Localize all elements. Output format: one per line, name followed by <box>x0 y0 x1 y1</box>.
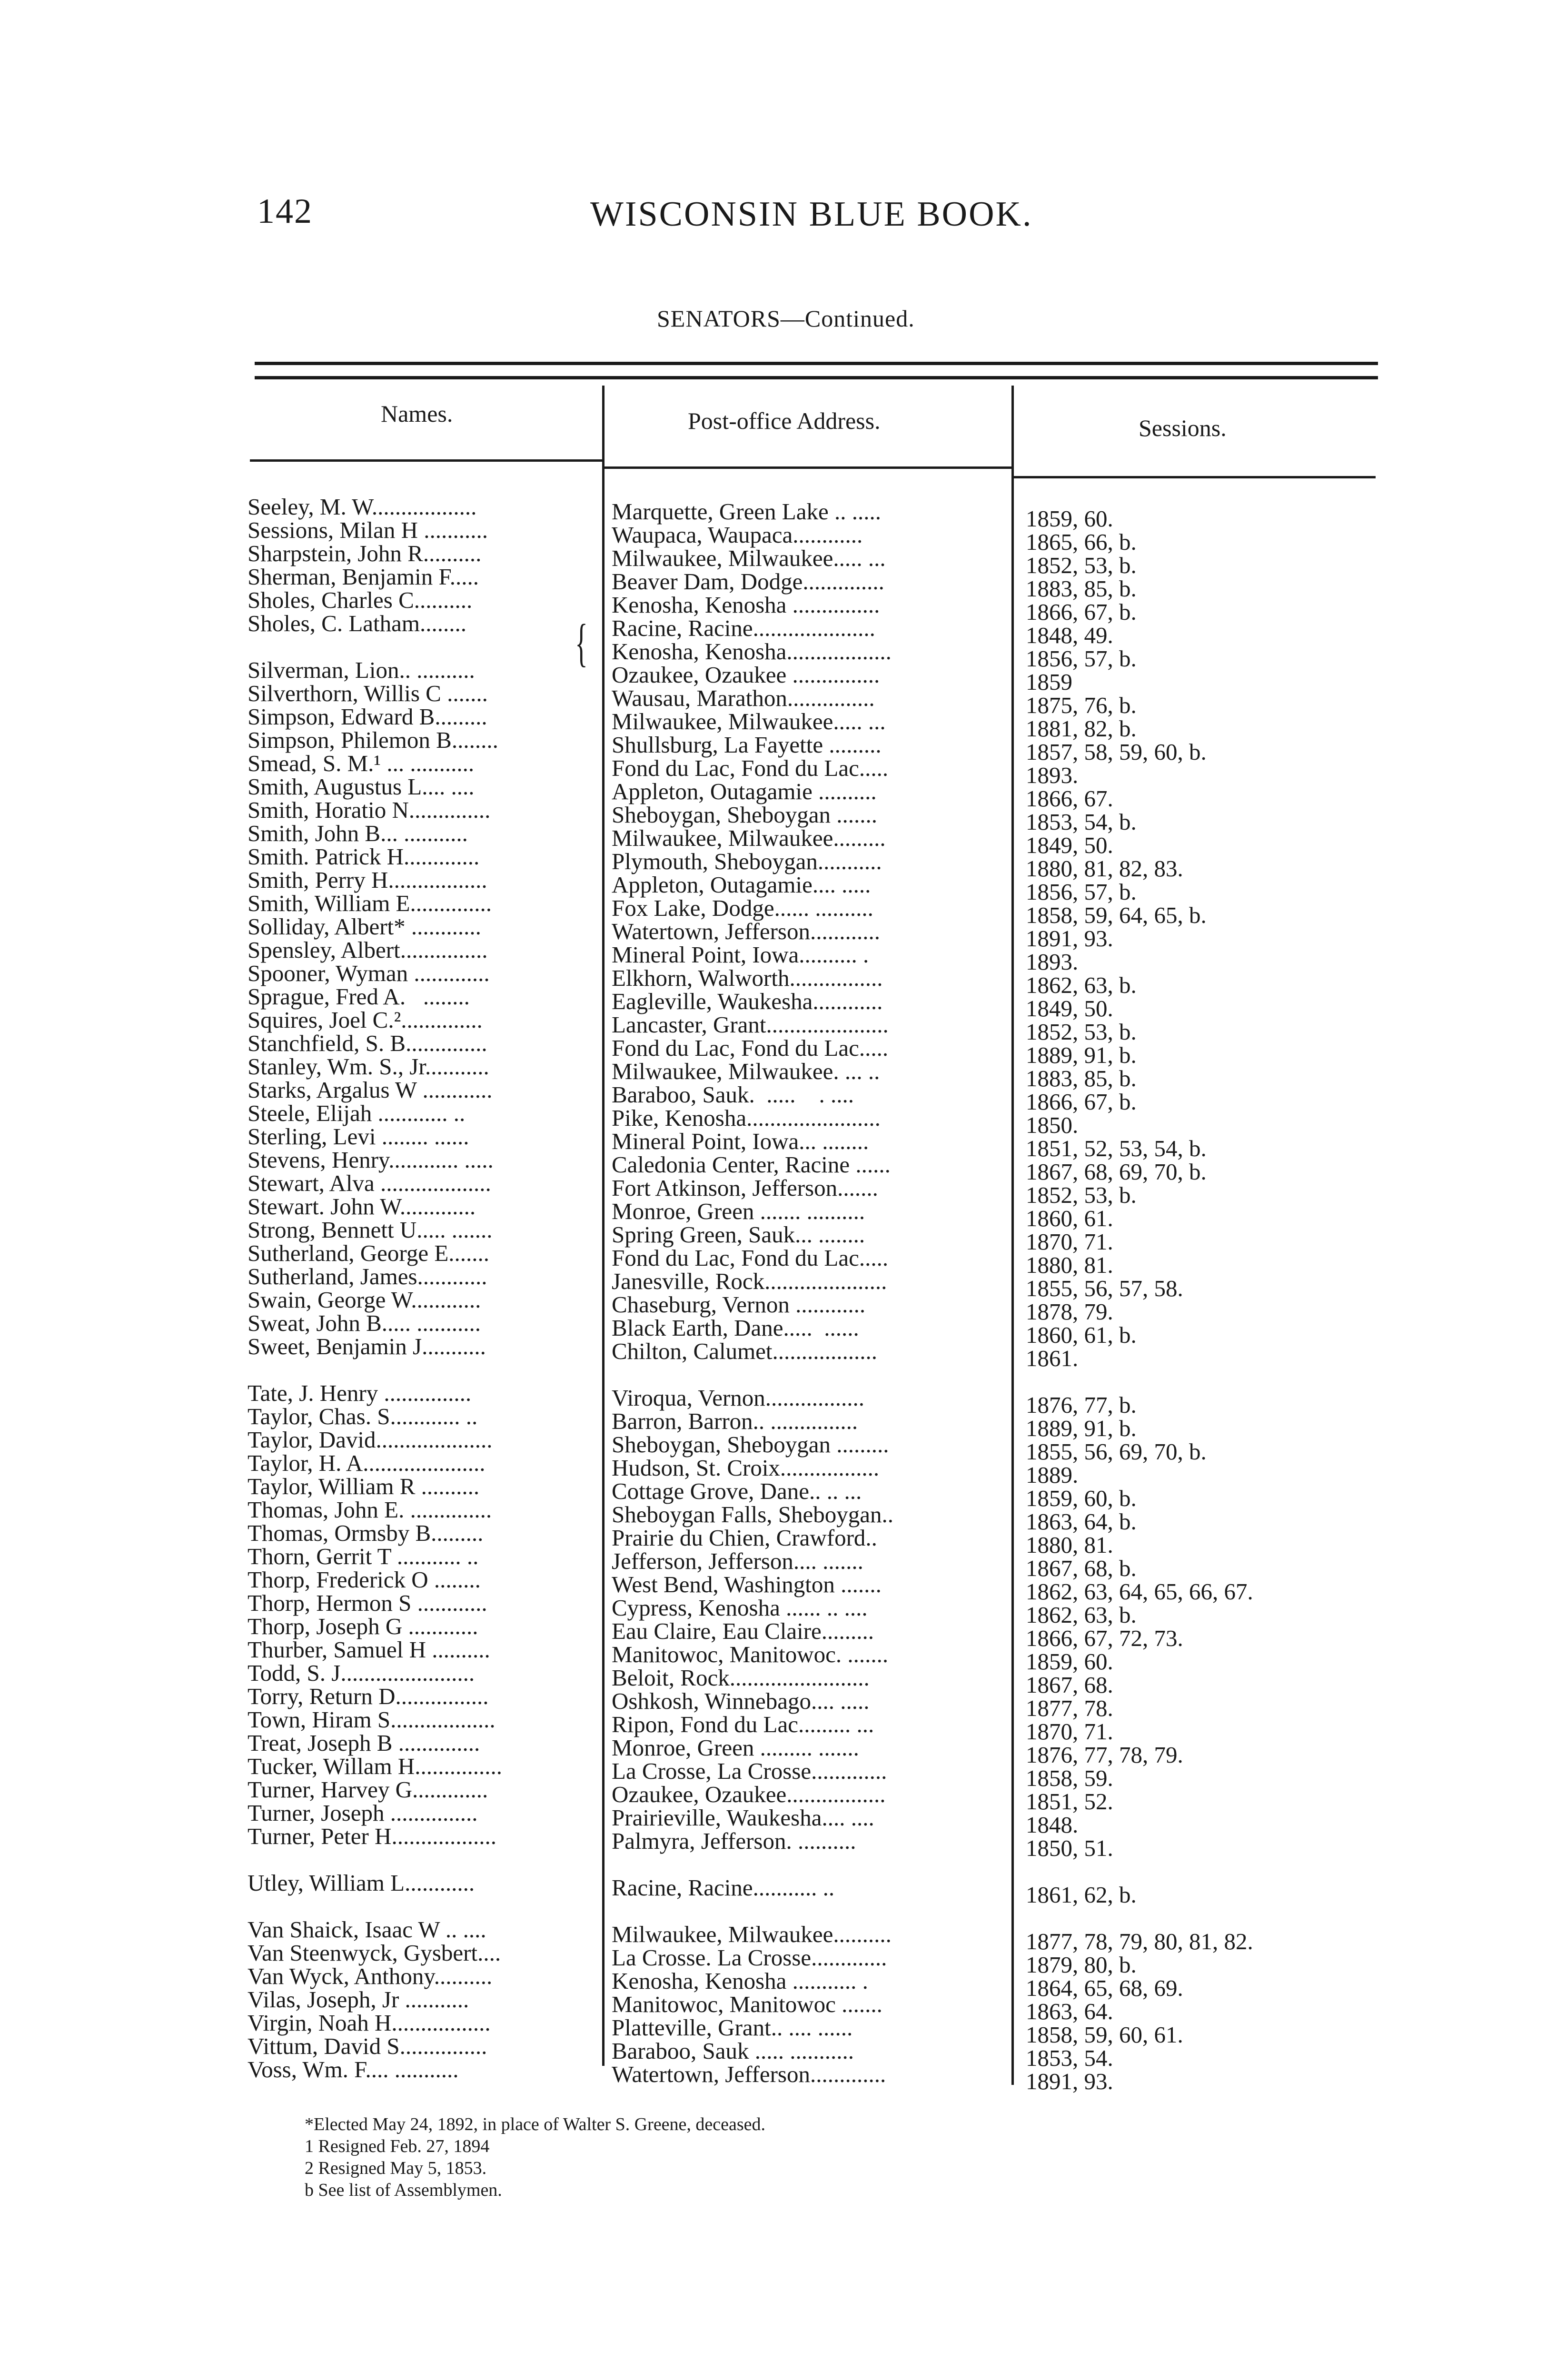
senator-name <box>248 635 502 658</box>
post-office-address: Oshkosh, Winnebago.... ..... <box>612 1688 870 1714</box>
senator-name: Sweat, John B..... ........... <box>248 1310 481 1336</box>
post-office-address: Beloit, Rock........................ <box>612 1665 870 1691</box>
senator-name: Turner, Joseph ............... <box>248 1800 478 1826</box>
column-header-sessions: Sessions. <box>1139 415 1227 441</box>
address-column <box>612 500 893 2086</box>
post-office-address: Chilton, Calumet.................. <box>612 1338 878 1364</box>
senator-name: Stewart, Alva ................... <box>248 1170 491 1196</box>
post-office-address: Monroe, Green ......... ....... <box>612 1735 859 1761</box>
senator-name: Virgin, Noah H................. <box>248 2010 491 2036</box>
senator-name: Tate, J. Henry ............... <box>248 1380 472 1406</box>
post-office-address: Cottage Grove, Dane.. .. ... <box>612 1478 862 1504</box>
senator-name: Torry, Return D................ <box>248 1683 489 1709</box>
footnote: *Elected May 24, 1892, in place of Walter S. Greene, deceased. <box>305 2114 766 2134</box>
senator-name: Van Steenwyck, Gysbert.... <box>248 1940 501 1966</box>
sessions-served: 1870, 71. <box>1026 1718 1113 1745</box>
post-office-address: Sheboygan, Sheboygan ....... <box>612 802 877 828</box>
post-office-address: Viroqua, Vernon................. <box>612 1385 865 1411</box>
post-office-address: Beaver Dam, Dodge.............. <box>612 568 884 595</box>
post-office-address: Sheboygan Falls, Sheboygan.. <box>612 1501 894 1527</box>
page-number: 142 <box>257 192 313 231</box>
sessions-served: 1860, 61. <box>1026 1205 1113 1231</box>
senator-name: Simpson, Edward B......... <box>248 704 487 730</box>
post-office-address: Hudson, St. Croix................. <box>612 1455 880 1481</box>
header-underline-address <box>605 466 1011 469</box>
post-office-address: Racine, Racine..................... <box>612 615 875 641</box>
senator-name: Taylor, David.................... <box>248 1427 493 1453</box>
sessions-served: 1891, 93. <box>1026 925 1113 952</box>
post-office-address: Milwaukee, Milwaukee..... ... <box>612 545 886 571</box>
sessions-served: 1866, 67. <box>1026 785 1113 812</box>
post-office-address: Pike, Kenosha....................... <box>612 1105 881 1131</box>
post-office-address: Ozaukee, Ozaukee ............... <box>612 662 880 688</box>
sessions-served: 1876, 77, b. <box>1026 1392 1137 1418</box>
sessions-column <box>1026 507 1253 2093</box>
senator-name: Thomas, John E. .............. <box>248 1497 492 1523</box>
senator-name: Tucker, Willam H............... <box>248 1753 503 1779</box>
post-office-address: Marquette, Green Lake .. ..... <box>612 498 881 525</box>
post-office-address: Appleton, Outagamie .......... <box>612 778 877 804</box>
senator-name: Swain, George W............ <box>248 1287 481 1313</box>
senator-name: Smead, S. M.¹ ... ........... <box>248 750 475 776</box>
senator-name: Stanchfield, S. B.............. <box>248 1030 487 1056</box>
group-spacer <box>612 1853 893 1876</box>
sessions-served: 1856, 57, b. <box>1026 879 1137 905</box>
senator-name: Sessions, Milan H ........... <box>248 517 488 543</box>
top-rule <box>255 362 1378 365</box>
sessions-served: 1853, 54, b. <box>1026 809 1137 835</box>
sessions-served: 1855, 56, 69, 70, b. <box>1026 1438 1207 1465</box>
sessions-served: 1862, 63, 64, 65, 66, 67. <box>1026 1578 1253 1605</box>
sessions-served: 1857, 58, 59, 60, b. <box>1026 739 1207 765</box>
post-office-address: Palmyra, Jefferson. .......... <box>612 1828 856 1854</box>
sessions-served: 1893. <box>1026 949 1079 975</box>
sessions-served: 1862, 63, b. <box>1026 972 1137 998</box>
sessions-served: 1859 <box>1026 669 1072 695</box>
top-rule-second <box>255 376 1378 379</box>
sessions-served: 1891, 93. <box>1026 2068 1113 2094</box>
header-underline-names <box>250 459 605 462</box>
sessions-served: 1877, 78, 79, 80, 81, 82. <box>1026 1928 1253 1954</box>
senator-name: Seeley, M. W.................. <box>248 494 477 520</box>
sessions-served: 1879, 80, b. <box>1026 1952 1137 1978</box>
footnote: 2 Resigned May 5, 1853. <box>305 2158 487 2178</box>
footnote: 1 Resigned Feb. 27, 1894 <box>305 2136 490 2156</box>
senator-name: Turner, Peter H.................. <box>248 1823 496 1849</box>
header-underline-sessions <box>1014 476 1376 478</box>
post-office-address: Baraboo, Sauk ..... ........... <box>612 2038 854 2064</box>
senator-name: Smith. Patrick H............. <box>248 843 480 870</box>
post-office-address: Eau Claire, Eau Claire......... <box>612 1618 874 1644</box>
senator-name: Todd, S. J....................... <box>248 1660 475 1686</box>
post-office-address: Wausau, Marathon............... <box>612 685 875 711</box>
group-spacer <box>248 1848 502 1871</box>
senator-name: Sutherland, George E....... <box>248 1240 490 1266</box>
post-office-address: Kenosha, Kenosha ............... <box>612 592 880 618</box>
sessions-served: 1867, 68. <box>1026 1672 1113 1698</box>
post-office-address: Mineral Point, Iowa... ........ <box>612 1128 869 1154</box>
sessions-served: 1858, 59. <box>1026 1765 1113 1791</box>
senator-name: Solliday, Albert* ............ <box>248 913 481 940</box>
sessions-served: 1853, 54. <box>1026 2045 1113 2071</box>
post-office-address: Platteville, Grant.. .... ...... <box>612 2014 853 2041</box>
senator-name: Vilas, Joseph, Jr ........... <box>248 1986 469 2013</box>
senator-name: Turner, Harvey G............. <box>248 1776 488 1803</box>
senator-name: Silverthorn, Willis C ....... <box>248 680 488 706</box>
sessions-served: 1850. <box>1026 1112 1079 1138</box>
post-office-address: Cypress, Kenosha ...... .. .... <box>612 1595 868 1621</box>
sessions-served: 1889, 91, b. <box>1026 1415 1137 1441</box>
senator-name: Strong, Bennett U..... ....... <box>248 1217 493 1243</box>
sessions-served: 1859, 60, b. <box>1026 1485 1137 1511</box>
sessions-served: 1883, 85, b. <box>1026 575 1137 602</box>
sessions-served: 1860, 61, b. <box>1026 1322 1137 1348</box>
section-title: SENATORS—Continued. <box>657 305 915 332</box>
sessions-served: 1852, 53, b. <box>1026 1182 1137 1208</box>
post-office-address: La Crosse, La Crosse............. <box>612 1758 887 1784</box>
sessions-served: 1889. <box>1026 1462 1079 1488</box>
senator-name: Thorp, Hermon S ............ <box>248 1590 487 1616</box>
group-spacer <box>612 1363 893 1386</box>
senator-name: Smith, Augustus L.... .... <box>248 774 475 800</box>
senator-name: Utley, William L............ <box>248 1870 475 1896</box>
senator-name: Voss, Wm. F.... ........... <box>248 2056 459 2082</box>
sessions-served: 1858, 59, 64, 65, b. <box>1026 902 1207 928</box>
post-office-address: Janesville, Rock..................... <box>612 1268 887 1294</box>
sessions-served: 1881, 82, b. <box>1026 715 1137 742</box>
senator-name: Van Shaick, Isaac W .. .... <box>248 1916 486 1943</box>
post-office-address: Fond du Lac, Fond du Lac..... <box>612 755 889 781</box>
brace-icon: { <box>575 614 588 672</box>
senator-name: Sholes, Charles C.......... <box>248 587 473 613</box>
post-office-address: Manitowoc, Manitowoc. ....... <box>612 1641 889 1667</box>
senator-name: Thorp, Frederick O ........ <box>248 1567 481 1593</box>
post-office-address: Plymouth, Sheboygan........... <box>612 848 882 874</box>
sessions-served: 1864, 65, 68, 69. <box>1026 1975 1183 2001</box>
group-spacer <box>248 1358 502 1381</box>
post-office-address: Fond du Lac, Fond du Lac..... <box>612 1245 889 1271</box>
sessions-served: 1849, 50. <box>1026 995 1113 1021</box>
post-office-address: Chaseburg, Vernon ............ <box>612 1291 866 1318</box>
post-office-address: Sheboygan, Sheboygan ......... <box>612 1431 889 1458</box>
post-office-address: Ripon, Fond du Lac......... ... <box>612 1711 874 1737</box>
sessions-served: 1862, 63, b. <box>1026 1602 1137 1628</box>
senator-name: Spooner, Wyman ............. <box>248 960 490 986</box>
senator-name: Thorp, Joseph G ............ <box>248 1613 478 1639</box>
sessions-served: 1880, 81. <box>1026 1532 1113 1558</box>
sessions-served: 1866, 67, 72, 73. <box>1026 1625 1183 1651</box>
post-office-address: Caledonia Center, Racine ...... <box>612 1151 891 1178</box>
sessions-served: 1848, 49. <box>1026 622 1113 648</box>
post-office-address: Prairie du Chien, Crawford.. <box>612 1525 877 1551</box>
senator-name: Town, Hiram S.................. <box>248 1706 496 1733</box>
post-office-address: Jefferson, Jefferson.... ....... <box>612 1548 863 1574</box>
post-office-address: Milwaukee, Milwaukee.......... <box>612 1921 892 1947</box>
sessions-served: 1867, 68, b. <box>1026 1555 1137 1581</box>
senator-name: Sprague, Fred A. ........ <box>248 983 470 1010</box>
post-office-address: Milwaukee, Milwaukee......... <box>612 825 886 851</box>
post-office-address: Spring Green, Sauk... ........ <box>612 1221 865 1248</box>
post-office-address: Shullsburg, La Fayette ......... <box>612 732 882 758</box>
sessions-served: 1863, 64, b. <box>1026 1508 1137 1535</box>
senator-name: Smith, Perry H................. <box>248 867 487 893</box>
senator-name: Squires, Joel C.².............. <box>248 1007 483 1033</box>
senator-name: Stewart. John W............. <box>248 1193 476 1220</box>
senator-name: Van Wyck, Anthony.......... <box>248 1963 493 1989</box>
sessions-served: 1865, 66, b. <box>1026 529 1137 555</box>
senator-name: Smith, William E.............. <box>248 890 492 916</box>
senator-name: Taylor, H. A..................... <box>248 1450 486 1476</box>
group-spacer <box>612 1899 893 1923</box>
post-office-address: Milwaukee, Milwaukee. ... .. <box>612 1058 880 1084</box>
post-office-address: Appleton, Outagamie.... ..... <box>612 872 871 898</box>
senator-name: Treat, Joseph B .............. <box>248 1730 480 1756</box>
senator-name: Silverman, Lion.. .......... <box>248 657 475 683</box>
sessions-served: 1878, 79. <box>1026 1299 1113 1325</box>
sessions-served: 1859, 60. <box>1026 506 1113 532</box>
senator-name: Starks, Argalus W ............ <box>248 1077 493 1103</box>
post-office-address: Baraboo, Sauk. ..... . .... <box>612 1081 854 1108</box>
sessions-served: 1889, 91, b. <box>1026 1042 1137 1068</box>
post-office-address: Eagleville, Waukesha............ <box>612 988 883 1014</box>
sessions-served: 1852, 53, b. <box>1026 1019 1137 1045</box>
sessions-served: 1856, 57, b. <box>1026 645 1137 672</box>
post-office-address: Fox Lake, Dodge...... .......... <box>612 895 873 921</box>
column-divider-right <box>1011 386 1014 2085</box>
sessions-served: 1866, 67, b. <box>1026 1089 1137 1115</box>
sessions-served: 1875, 76, b. <box>1026 692 1137 718</box>
sessions-served: 1876, 77, 78, 79. <box>1026 1742 1183 1768</box>
post-office-address: Mineral Point, Iowa.......... . <box>612 942 869 968</box>
sessions-served: 1877, 78. <box>1026 1695 1113 1721</box>
senator-name: Vittum, David S............... <box>248 2033 487 2059</box>
sessions-served: 1861, 62, b. <box>1026 1882 1137 1908</box>
group-spacer <box>1026 1906 1253 1930</box>
post-office-address: Racine, Racine........... .. <box>612 1874 835 1901</box>
senator-name: Sterling, Levi ........ ...... <box>248 1123 469 1150</box>
post-office-address: Monroe, Green ....... .......... <box>612 1198 865 1224</box>
sessions-served: 1863, 64. <box>1026 1998 1113 2024</box>
sessions-served: 1852, 53, b. <box>1026 552 1137 578</box>
sessions-served: 1861. <box>1026 1345 1079 1371</box>
sessions-served: 1855, 56, 57, 58. <box>1026 1275 1183 1301</box>
group-spacer <box>1026 1370 1253 1393</box>
sessions-served: 1880, 81. <box>1026 1252 1113 1278</box>
running-title: WISCONSIN BLUE BOOK. <box>590 195 1033 234</box>
sessions-served: 1883, 85, b. <box>1026 1065 1137 1091</box>
senator-name: Simpson, Philemon B........ <box>248 727 498 753</box>
senator-name: Taylor, William R .......... <box>248 1473 480 1499</box>
post-office-address: Milwaukee, Milwaukee..... ... <box>612 708 886 734</box>
column-header-address: Post-office Address. <box>688 407 881 434</box>
column-divider-left <box>602 386 605 2066</box>
sessions-served: 1858, 59, 60, 61. <box>1026 2022 1183 2048</box>
sessions-served: 1849, 50. <box>1026 832 1113 858</box>
post-office-address: Kenosha, Kenosha.................. <box>612 638 892 664</box>
names-column <box>248 495 502 2081</box>
sessions-served: 1850, 51. <box>1026 1835 1113 1861</box>
senator-name: Taylor, Chas. S............ .. <box>248 1403 478 1429</box>
senator-name: Sweet, Benjamin J........... <box>248 1333 486 1359</box>
post-office-address: Ozaukee, Ozaukee................. <box>612 1781 886 1807</box>
group-spacer <box>1026 1860 1253 1883</box>
sessions-served: 1867, 68, 69, 70, b. <box>1026 1159 1207 1185</box>
senator-name: Stevens, Henry............ ..... <box>248 1147 494 1173</box>
sessions-served: 1848. <box>1026 1812 1079 1838</box>
sessions-served: 1859, 60. <box>1026 1648 1113 1675</box>
post-office-address: Watertown, Jefferson............. <box>612 2061 886 2087</box>
post-office-address: Lancaster, Grant..................... <box>612 1012 889 1038</box>
post-office-address: Black Earth, Dane..... ...... <box>612 1315 859 1341</box>
senator-name: Sharpstein, John R.......... <box>248 540 482 566</box>
post-office-address: Fort Atkinson, Jefferson....... <box>612 1175 878 1201</box>
post-office-address: Kenosha, Kenosha ........... . <box>612 1968 868 1994</box>
footnotes <box>305 2113 765 2201</box>
senator-name: Thomas, Ormsby B......... <box>248 1520 484 1546</box>
post-office-address: Waupaca, Waupaca............ <box>612 522 863 548</box>
senator-name: Thorn, Gerrit T ........... .. <box>248 1543 479 1569</box>
post-office-address: West Bend, Washington ....... <box>612 1571 882 1597</box>
post-office-address: Watertown, Jefferson............ <box>612 918 880 944</box>
sessions-served: 1880, 81, 82, 83. <box>1026 855 1183 882</box>
sessions-served: 1851, 52, 53, 54, b. <box>1026 1135 1207 1161</box>
sessions-served: 1866, 67, b. <box>1026 599 1137 625</box>
senator-name: Stanley, Wm. S., Jr........... <box>248 1053 489 1080</box>
senator-name: Sholes, C. Latham........ <box>248 610 467 636</box>
footnote: b See list of Assemblymen. <box>305 2180 502 2200</box>
column-header-names: Names. <box>381 400 453 427</box>
senator-name: Smith, Horatio N.............. <box>248 797 491 823</box>
post-office-address: Fond du Lac, Fond du Lac..... <box>612 1035 889 1061</box>
senator-name: Thurber, Samuel H .......... <box>248 1636 490 1663</box>
post-office-address: Elkhorn, Walworth................ <box>612 965 883 991</box>
senator-name: Sutherland, James............ <box>248 1263 487 1289</box>
post-office-address: Manitowoc, Manitowoc ....... <box>612 1991 882 2017</box>
post-office-address: La Crosse. La Crosse............. <box>612 1944 887 1971</box>
senator-name: Spensley, Albert............... <box>248 937 488 963</box>
post-office-address: Prairieville, Waukesha.... .... <box>612 1805 874 1831</box>
senator-name: Smith, John B... ........... <box>248 820 468 846</box>
senator-name: Steele, Elijah ............ .. <box>248 1100 466 1126</box>
sessions-served: 1851, 52. <box>1026 1788 1113 1815</box>
senator-name: Sherman, Benjamin F..... <box>248 564 479 590</box>
group-spacer <box>248 1894 502 1918</box>
sessions-served: 1870, 71. <box>1026 1229 1113 1255</box>
sessions-served: 1893. <box>1026 762 1079 788</box>
post-office-address: Barron, Barron.. ............... <box>612 1408 858 1434</box>
